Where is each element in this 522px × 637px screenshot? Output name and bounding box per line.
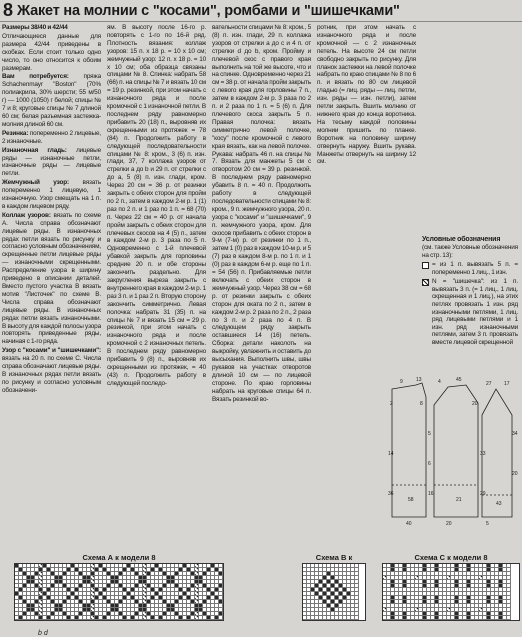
chart-cell bbox=[355, 616, 359, 620]
dimension-label: 45 bbox=[456, 377, 462, 383]
page-header bbox=[0, 0, 522, 22]
dimension-label: 33 bbox=[480, 451, 486, 457]
dimension-label: 5 bbox=[428, 431, 431, 437]
chart-a-grid bbox=[14, 563, 224, 621]
paragraph-text: пряжа Schachenmayr "Boston" (70% полиакрила, 30% шерсти; 55 м/50 г) — 1000 (1050) г белой; спицы № 7 и 8; круговые спицы № 7 длиной 60 см; белая разъемная застежка-молния длиной 60 см. bbox=[2, 73, 101, 128]
chart-b-title: Схема В к bbox=[315, 553, 353, 562]
chart-b bbox=[302, 553, 366, 621]
symbol-icon bbox=[422, 262, 429, 269]
column-1-paragraph bbox=[2, 130, 101, 146]
column-1-paragraph bbox=[2, 347, 101, 394]
chart-marks: b d bbox=[38, 630, 48, 637]
paragraph-heading: Вам потребуется: bbox=[2, 73, 84, 81]
paragraph-heading: Изнаночная гладь: bbox=[2, 146, 77, 154]
charts-area bbox=[2, 553, 520, 637]
paragraph-heading: Коллаж узоров: bbox=[2, 211, 54, 219]
column-3 bbox=[212, 24, 311, 552]
column-1-paragraph bbox=[2, 147, 101, 179]
dimension-label: 8 bbox=[420, 401, 423, 407]
dimension-label: 58 bbox=[408, 497, 414, 503]
dimension-label: 5 bbox=[486, 521, 489, 527]
paragraph-heading: Резинка: bbox=[2, 129, 30, 137]
dimension-label: 16 bbox=[428, 491, 434, 497]
dimension-label: 27 bbox=[486, 381, 492, 387]
dimension-label: 4 bbox=[438, 379, 441, 385]
column-2-text: ям. В высоту после 16-го р. повторять с 1-го по 16-й ряд. Плотность вязания: коллаж узоров: 15 п. x 18 р. = 10 x 10 см; жемчужный узор: 12 п. x 18 р. = 10 x 10 см; оба образца связаны спицами № 8. Спинка: набрать 58 (66) п. на спицы № 7 и вязать 10 см = 19 р. резинкой, при этом начать с изнаночного ряда и после кромочной с 1 изнаночной петли. В последнем ряду равномерно прибавить 20 (18) п., выровняв их скрещенными из протяжек = 78 (84) п. Продолжить работу в следующей последовательности спицами № 8: кром., 3 (6) п. изн. глади, 37, 7 коллажа узоров от стрелки а до b и 29 п. от стрелки с до а, 5 (8) п. изн. глади, кром. Через 20 см = 36 р. от резинки закрыть с обеих сторон для пройм по 2 п., затем в каждом 2-м р. 1 (1) раз по 2 п. и 1 раз по 1 п. = 68 (70) п. Через 22 см = 40 р. от начала пройм закрыть с обеих сторон для плечевых скосов на 4 (5) п., затем в каждом 2-м р. 3 раза по 5 п. Одновременно с 1-й плечевой убавкой закрыть для горловины средние 20 п. и обе стороны закончить раздельно. Для закругления выреза закрыть с внутреннего края в каждом 2-м р. 1 раз 3 п. и 1 раз 2 п. Вторую сторону закончить симметрично. Левая полочка: набрать 31 (35) п. на спицы № 7 и вязать 15 см = 29 р. резинкой, при этом начать с изнаночного ряда и после кромочной с 2 изнаночных петель. В последнем ряду равномерно прибавить 9 (8) п., выровняв их скрещенными из протяжек, = 40 (43) п. Продолжить работу в следующей последо- bbox=[107, 24, 206, 387]
legend-text: N = "шишечка": из 1 п. вывязать 3 п. (= 1 лиц., 1 лиц. скрещенная и 1 лиц.), на этих петлях провязать 1 изн. ряд изнаночными петлями, 1 лиц. ряд лицевыми петлями и 1 изн. ряд изнаночными петлями, затем 3 п. провязать вместе лицевой скрещенной bbox=[432, 278, 518, 347]
column-1-paragraph bbox=[2, 24, 101, 32]
column-1-paragraph bbox=[2, 73, 101, 128]
dimension-label: 20 bbox=[446, 521, 452, 527]
paragraph-text: вязать попеременно 1 лицевую, 1 изнаночную. Узор смещать на 1 п. в каждом лицевом ряду. bbox=[2, 179, 101, 210]
dimension-label: 20 bbox=[512, 471, 518, 477]
chart-c bbox=[382, 553, 520, 621]
chart-cell bbox=[219, 616, 223, 620]
chart-a-title: Схема А к модели 8 bbox=[82, 553, 156, 562]
paragraph-heading: Жемчужный узор: bbox=[2, 179, 83, 187]
dimension-label: 40 bbox=[406, 521, 412, 527]
dimension-label: 14 bbox=[388, 451, 394, 457]
column-1-paragraph bbox=[2, 179, 101, 211]
dimension-label: 36 bbox=[388, 491, 394, 497]
dimension-label: 20 bbox=[472, 401, 478, 407]
paragraph-text: лицевые ряды — изнаночные петли, изнаночные ряды — лицевые петли. bbox=[2, 146, 101, 178]
chart-a bbox=[14, 553, 224, 621]
chart-c-grid bbox=[382, 563, 520, 621]
paragraph-heading: Размеры 38/40 и 42/44 bbox=[2, 24, 68, 31]
garment-schematic bbox=[386, 375, 518, 530]
notes-subtitle: (см. также Условные обозначения на стр. 13): bbox=[422, 243, 518, 259]
legend-item bbox=[422, 261, 518, 276]
chart-c-title: Схема С к модели 8 bbox=[414, 553, 488, 562]
column-1-paragraph bbox=[2, 212, 101, 346]
legend bbox=[422, 261, 518, 347]
sleeve-outline bbox=[482, 389, 512, 517]
bobble-symbol-icon bbox=[422, 279, 429, 286]
chart-b-grid bbox=[302, 563, 366, 621]
notes-title: Условные обозначения bbox=[422, 236, 501, 243]
dimension-label: 6 bbox=[428, 461, 431, 467]
dimension-label: 21 bbox=[456, 497, 462, 503]
dimension-label: 43 bbox=[496, 501, 502, 507]
paragraph-text: вязать на 20 п. по схеме С. Числа справа обозначают лицевые ряды. В изнаночных рядах петли вязать по рисунку и согласно условным обозначени- bbox=[2, 355, 101, 394]
paragraph-text: Отличающиеся данные для размера 42/44 приведены в скобках. Если стоит только одно число, то оно относится к обоим размерам. bbox=[2, 32, 101, 72]
dimension-label: 13 bbox=[416, 377, 422, 383]
column-2 bbox=[107, 24, 206, 552]
dimension-label: 34 bbox=[512, 431, 518, 437]
column-3-text: вательности спицами № 8: кром., 5 (8) п. изн. глади, 29 п. коллажа узоров от стрелки а до с и 4 п. от стрелки d до b, кром. Пройму и плечевой скос с правого края выполнить на той же высоте, что и на спинке. Одновременно через 21 см = 38 р. от начала пройм закрыть с левого края для горловины 7 п., затем в каждом 2-м р. 3 раза по 2 п. и 2 раза по 1 п. = 5 (6) п. Для плечевого скоса закрыть 5 п. Правая полочка: вязать симметрично левой полочке, "косу" после кромочной с левого края вязать, как на левой полочке. Рукава: набрать 46 п. на спицы № 7. Вязать для манжеты 5 см с отворотом 20 см = 39 р. резинкой. В последнем ряду равномерно убавить 8 п. = 40 п. Продолжить работу в следующей последовательности спицами № 8: кром., 9 п. жемчужного узора, 20 п. узора с "косами" и "шишечками", 9 п. жемчужного узора, кром. Для скосов прибавить с обеих сторон в 9-м (7-м) р. от резинки по 1 п., затем 1 (0) раз в каждом 10-м р. и 5 (7) раз в каждом 8-м р. по 1 п. и 1 (0) раз в каждом 6-м р. еще по 1 п. = 54 (56) п. Прибавляемые петли включать с обеих сторон в жемчужный узор. Через 38 см = 68 р. от резинки закрыть с обеих сторон для оката по 2 п., затем в каждом 2-м р. 2 раза по 2 п., 2 раза по 3 п. и 2 раза по 4 п. В следующем ряду закрыть оставшиеся 14 (16) петель. Сборка: детали наколоть на выкройку, увлажнить и оставить до высыхания. Выполнить швы, швы рукавов на участках отворотов длиной 10 см — по лицевой стороне. По краю горловины набрать на круговые спицы 64 п. Вязать резинкой во- bbox=[212, 24, 311, 403]
chart-cell bbox=[507, 616, 511, 620]
model-number: 8 bbox=[3, 0, 14, 20]
paragraph-heading: Узор с "косами" и "шишечками": bbox=[2, 347, 101, 355]
paragraph-text: вязать по схеме А. Числа справа обозначают лицевые ряды. В изнаночных рядах петли вязать по рисунку и согласно условным обозначениям, скрещенные петли лицевые ряды — изнаночными скрещенными. Распределение узора в ширину приведено в описании деталей. Вместо пустого участка В вязать мотив "Листочек" по схеме В. Числа справа обозначают лицевые ряды. В изнаночных рядах петли вязать изнаночными. В высоту для каждой полосы узора повторять приведенные ряды, начиная с 1-го ряда. bbox=[2, 211, 101, 346]
legend-text: = из 1 п. вывязать 5 п. = попеременно 1 лиц., 1 изн. bbox=[432, 261, 518, 276]
column-1-paragraph bbox=[2, 33, 101, 73]
paragraph-text: попеременно 2 лицевые, 2 изнаночные. bbox=[2, 129, 101, 145]
column-1 bbox=[2, 24, 101, 552]
dimension-label: 9 bbox=[400, 379, 403, 385]
legend-item bbox=[422, 278, 518, 346]
dimension-label: 29 bbox=[480, 491, 486, 497]
column-4-text: ротник, при этом начать с изнаночного ряда и после кромочной — с 2 изнаночных петель. На высоте 24 см петли свободно закрыть по рисунку. Для планок застежки на левой полочке набрать по краю спицами № 8 по 6 п. и вязать по 80 см лицевой гладью (= лиц. ряды — лиц. петли, изн. ряды — изн. петли), затем петли закрыть. Вшить молнию от нижнего края до конца воротника. На тесьму каждой половины молнии пришить по планке. Воротник на половину ширину отвернуть наружу. Вшить рукава. Манжеты отвернуть на ширину 12 см. bbox=[317, 24, 416, 166]
dimension-label: 17 bbox=[504, 381, 510, 387]
dimension-label: 2 bbox=[390, 401, 393, 407]
page-title: Жакет на молнии с "косами", ромбами и "шишечками" bbox=[17, 2, 400, 19]
